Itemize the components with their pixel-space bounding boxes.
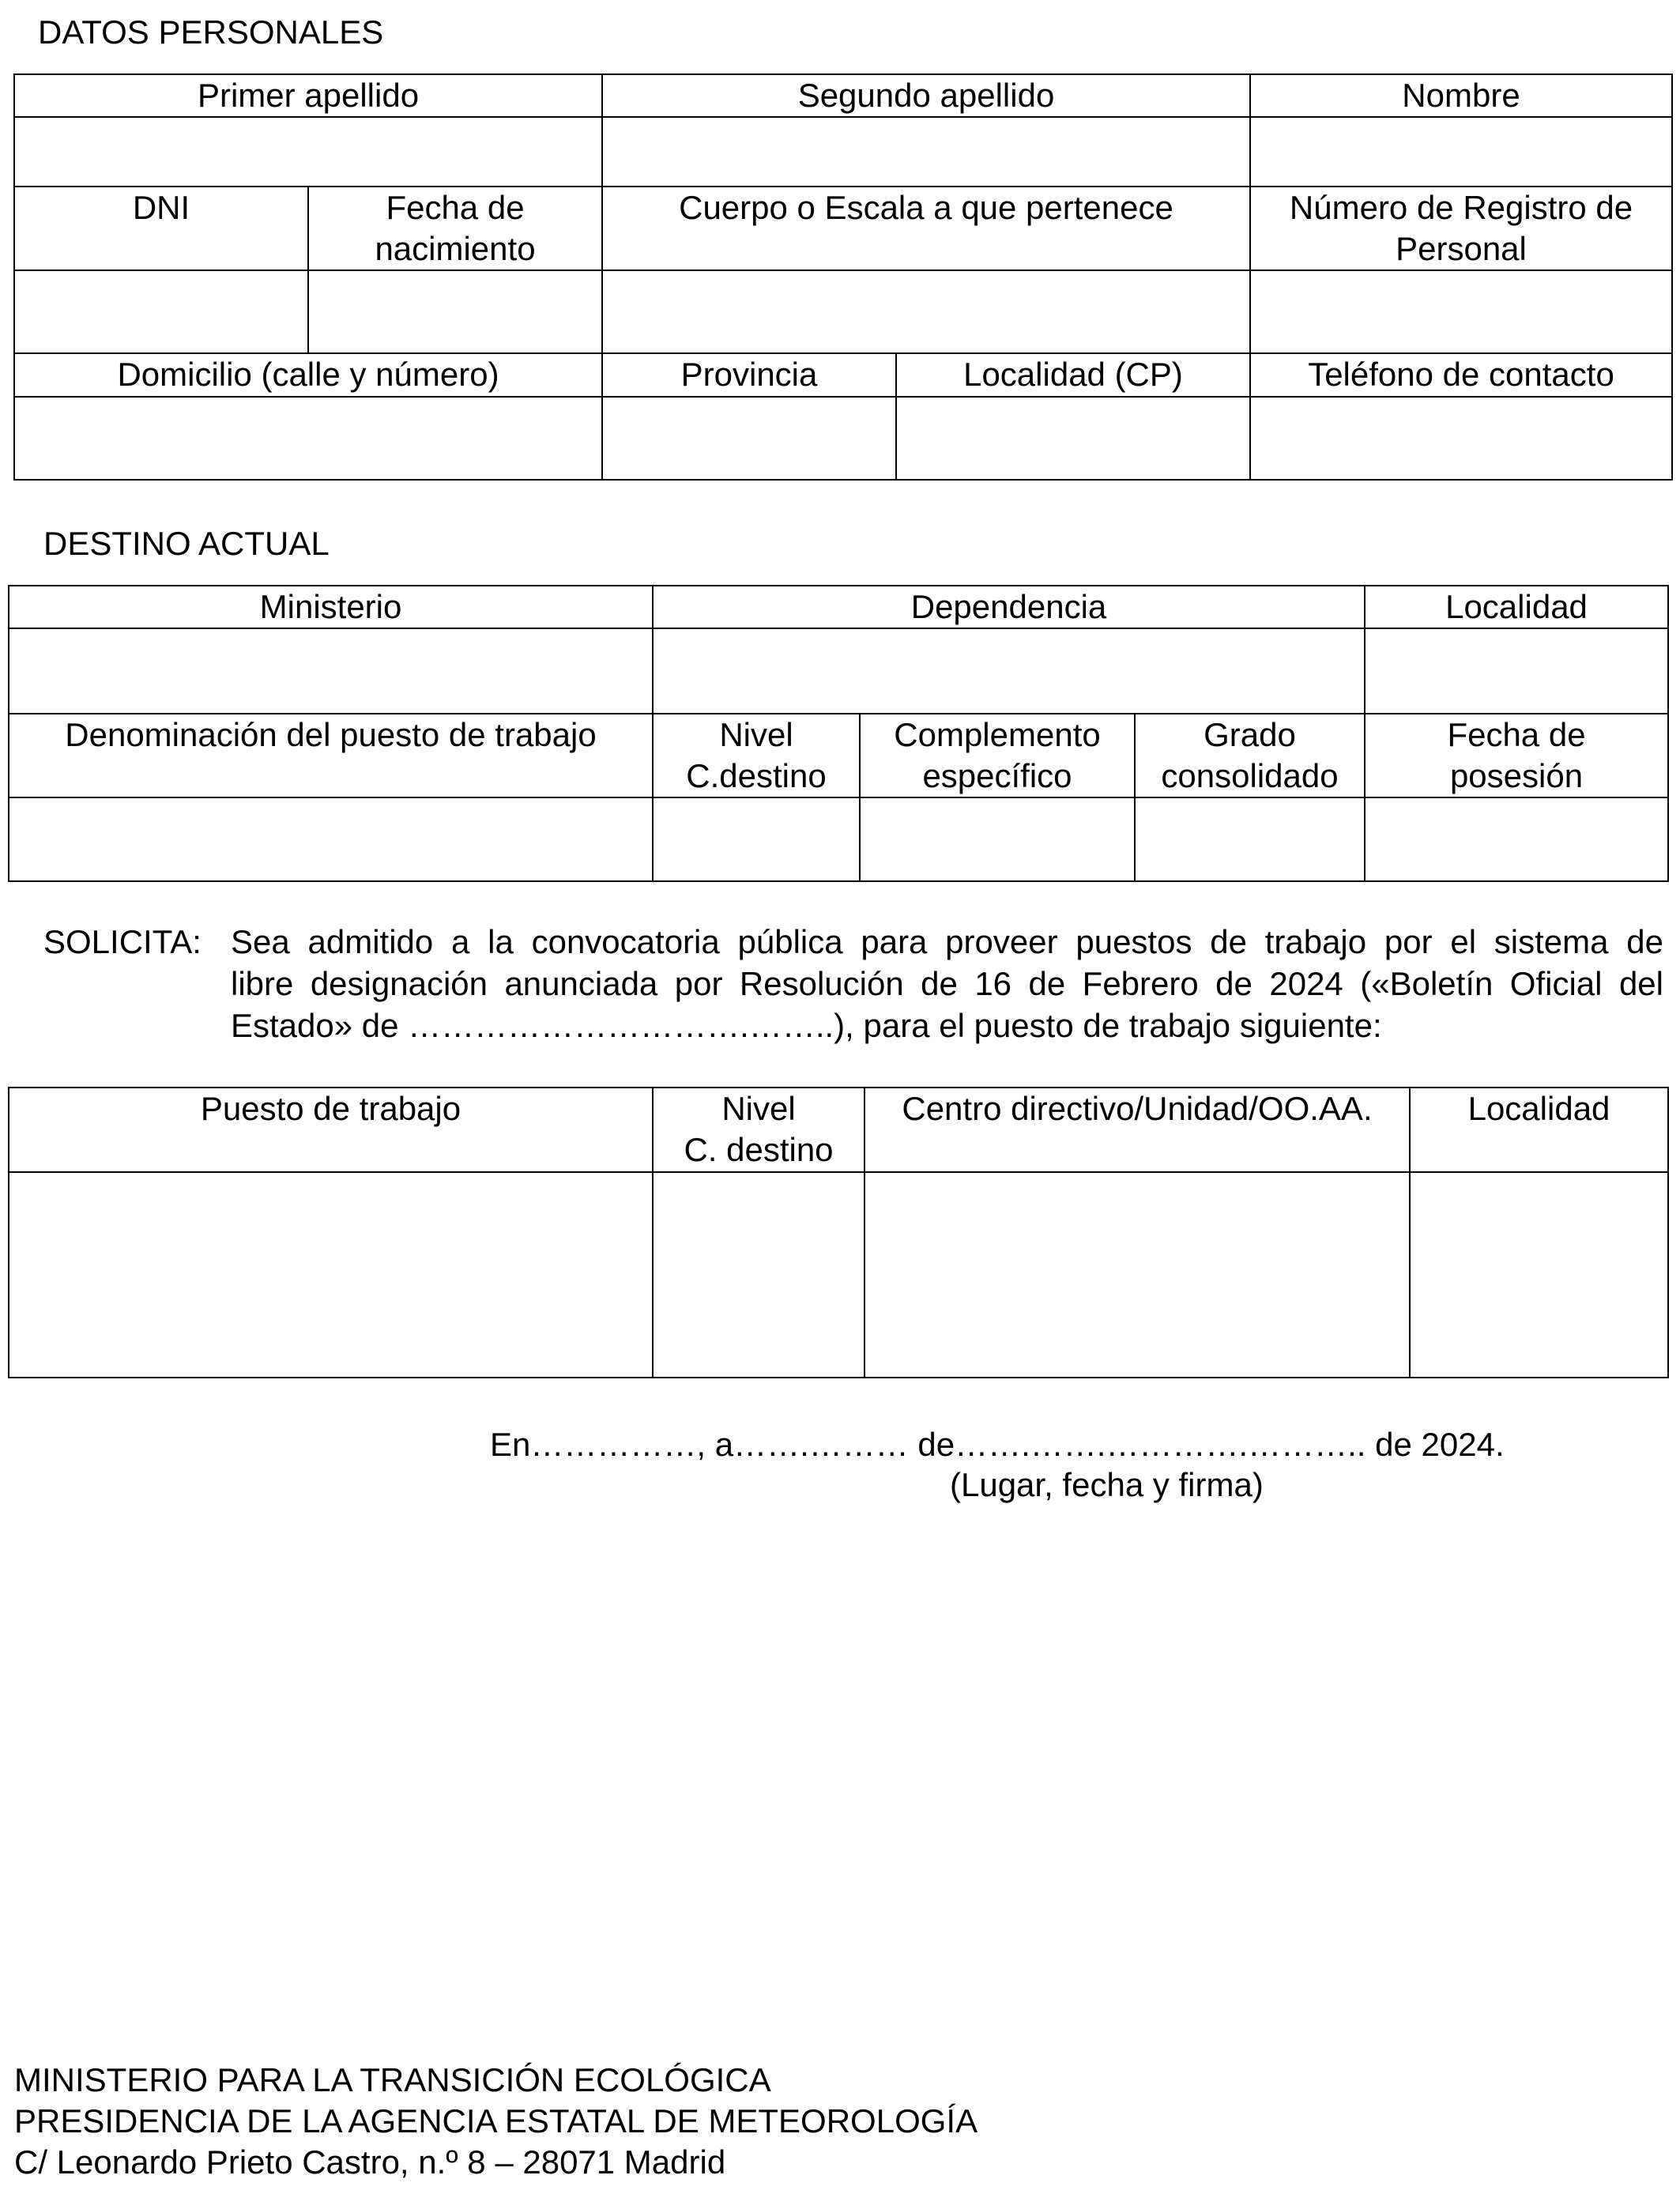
header-dni: DNI	[14, 187, 308, 270]
nombre-field[interactable]	[1250, 117, 1672, 187]
solicita-line1: Sea admitido a la convocatoria pública para proveer puestos de trabajo por el sistema de	[231, 923, 1663, 960]
header-grado	[1135, 714, 1365, 797]
complemento-field[interactable]	[860, 797, 1135, 881]
header-segundo-apellido: Segundo apellido	[602, 74, 1250, 117]
fecha-nacimiento-field[interactable]	[308, 270, 602, 353]
nivel2-line2: C. destino	[684, 1131, 834, 1168]
provincia-field[interactable]	[602, 397, 896, 480]
grado-line2: consolidado	[1161, 757, 1339, 794]
complemento-line1: Complemento	[894, 716, 1101, 753]
position-table	[8, 1087, 1669, 1378]
section-title-personal: DATOS PERSONALES	[38, 13, 384, 51]
complemento-line2: específico	[922, 757, 1072, 794]
solicita-label: SOLICITA:	[43, 923, 202, 960]
footer-agency: PRESIDENCIA DE LA AGENCIA ESTATAL DE METEOROLOGÍA	[14, 2102, 978, 2139]
header-dependencia: Dependencia	[653, 586, 1365, 628]
localidad-cp-field[interactable]	[896, 397, 1250, 480]
header-localidad-cp: Localidad (CP)	[896, 353, 1250, 397]
numero-registro-line2: Personal	[1396, 230, 1527, 267]
localidad-field[interactable]	[1365, 628, 1668, 714]
fecha-nacimiento-line2: nacimiento	[375, 230, 536, 267]
signature-date-line: En……………, a…….……… de…….…….………….……….. de 2024.	[490, 1426, 1505, 1463]
personal-data-table	[13, 74, 1673, 481]
signature-caption: (Lugar, fecha y firma)	[950, 1466, 1264, 1503]
solicita-line2: libre designación anunciada por Resolución de 16 de Febrero de 2024 («Boletín Oficial del	[231, 965, 1663, 1002]
header-ministerio: Ministerio	[9, 586, 653, 628]
header-nivel-cdestino-2	[653, 1088, 864, 1172]
domicilio-field[interactable]	[14, 397, 602, 480]
header-complemento	[860, 714, 1135, 797]
header-numero-registro	[1250, 187, 1672, 270]
ministerio-field[interactable]	[9, 628, 653, 714]
nivel-line1: Nivel	[719, 716, 793, 753]
localidad-field-2[interactable]	[1410, 1172, 1668, 1378]
footer-address: C/ Leonardo Prieto Castro, n.º 8 – 28071 Madrid	[14, 2143, 726, 2181]
header-telefono: Teléfono de contacto	[1250, 353, 1672, 397]
grado-field[interactable]	[1135, 797, 1365, 881]
header-centro-directivo: Centro directivo/Unidad/OO.AA.	[864, 1088, 1410, 1172]
primer-apellido-field[interactable]	[14, 117, 602, 187]
nivel-cdestino-field-2[interactable]	[653, 1172, 864, 1378]
numero-registro-line1: Número de Registro de	[1289, 189, 1633, 226]
segundo-apellido-field[interactable]	[602, 117, 1250, 187]
header-localidad: Localidad	[1365, 586, 1668, 628]
fecha-posesion-line2: posesión	[1449, 757, 1584, 794]
fecha-posesion-line1: Fecha de	[1447, 716, 1586, 753]
header-domicilio: Domicilio (calle y número)	[14, 353, 602, 397]
header-fecha-nacimiento	[308, 187, 602, 270]
dni-field[interactable]	[14, 270, 308, 353]
telefono-field[interactable]	[1250, 397, 1672, 480]
puesto-field[interactable]	[9, 1172, 653, 1378]
centro-directivo-field[interactable]	[864, 1172, 1410, 1378]
header-provincia: Provincia	[602, 353, 896, 397]
grado-line1: Grado	[1203, 716, 1296, 753]
solicita-paragraph	[43, 921, 1663, 1046]
solicita-line3: Estado» de ………………………….……..), para el puesto de trabajo siguiente:	[231, 1007, 1382, 1044]
nivel-line2: C.destino	[686, 757, 827, 794]
footer-ministry: MINISTERIO PARA LA TRANSICIÓN ECOLÓGICA	[14, 2061, 771, 2098]
numero-registro-field[interactable]	[1250, 270, 1672, 353]
header-primer-apellido: Primer apellido	[14, 74, 602, 117]
denominacion-field[interactable]	[9, 797, 653, 881]
header-localidad-2: Localidad	[1410, 1088, 1668, 1172]
destination-table	[8, 585, 1669, 882]
nivel-cdestino-field[interactable]	[653, 797, 860, 881]
fecha-nacimiento-line1: Fecha de	[386, 189, 525, 226]
header-nombre: Nombre	[1250, 74, 1672, 117]
section-title-destination: DESTINO ACTUAL	[43, 525, 330, 562]
fecha-posesion-field[interactable]	[1365, 797, 1668, 881]
nivel2-line1: Nivel	[721, 1090, 796, 1127]
header-nivel-cdestino	[653, 714, 860, 797]
header-denominacion: Denominación del puesto de trabajo	[9, 714, 653, 797]
header-puesto: Puesto de trabajo	[9, 1088, 653, 1172]
dependencia-field[interactable]	[653, 628, 1365, 714]
header-fecha-posesion	[1365, 714, 1668, 797]
header-cuerpo-escala: Cuerpo o Escala a que pertenece	[602, 187, 1250, 270]
cuerpo-escala-field[interactable]	[602, 270, 1250, 353]
